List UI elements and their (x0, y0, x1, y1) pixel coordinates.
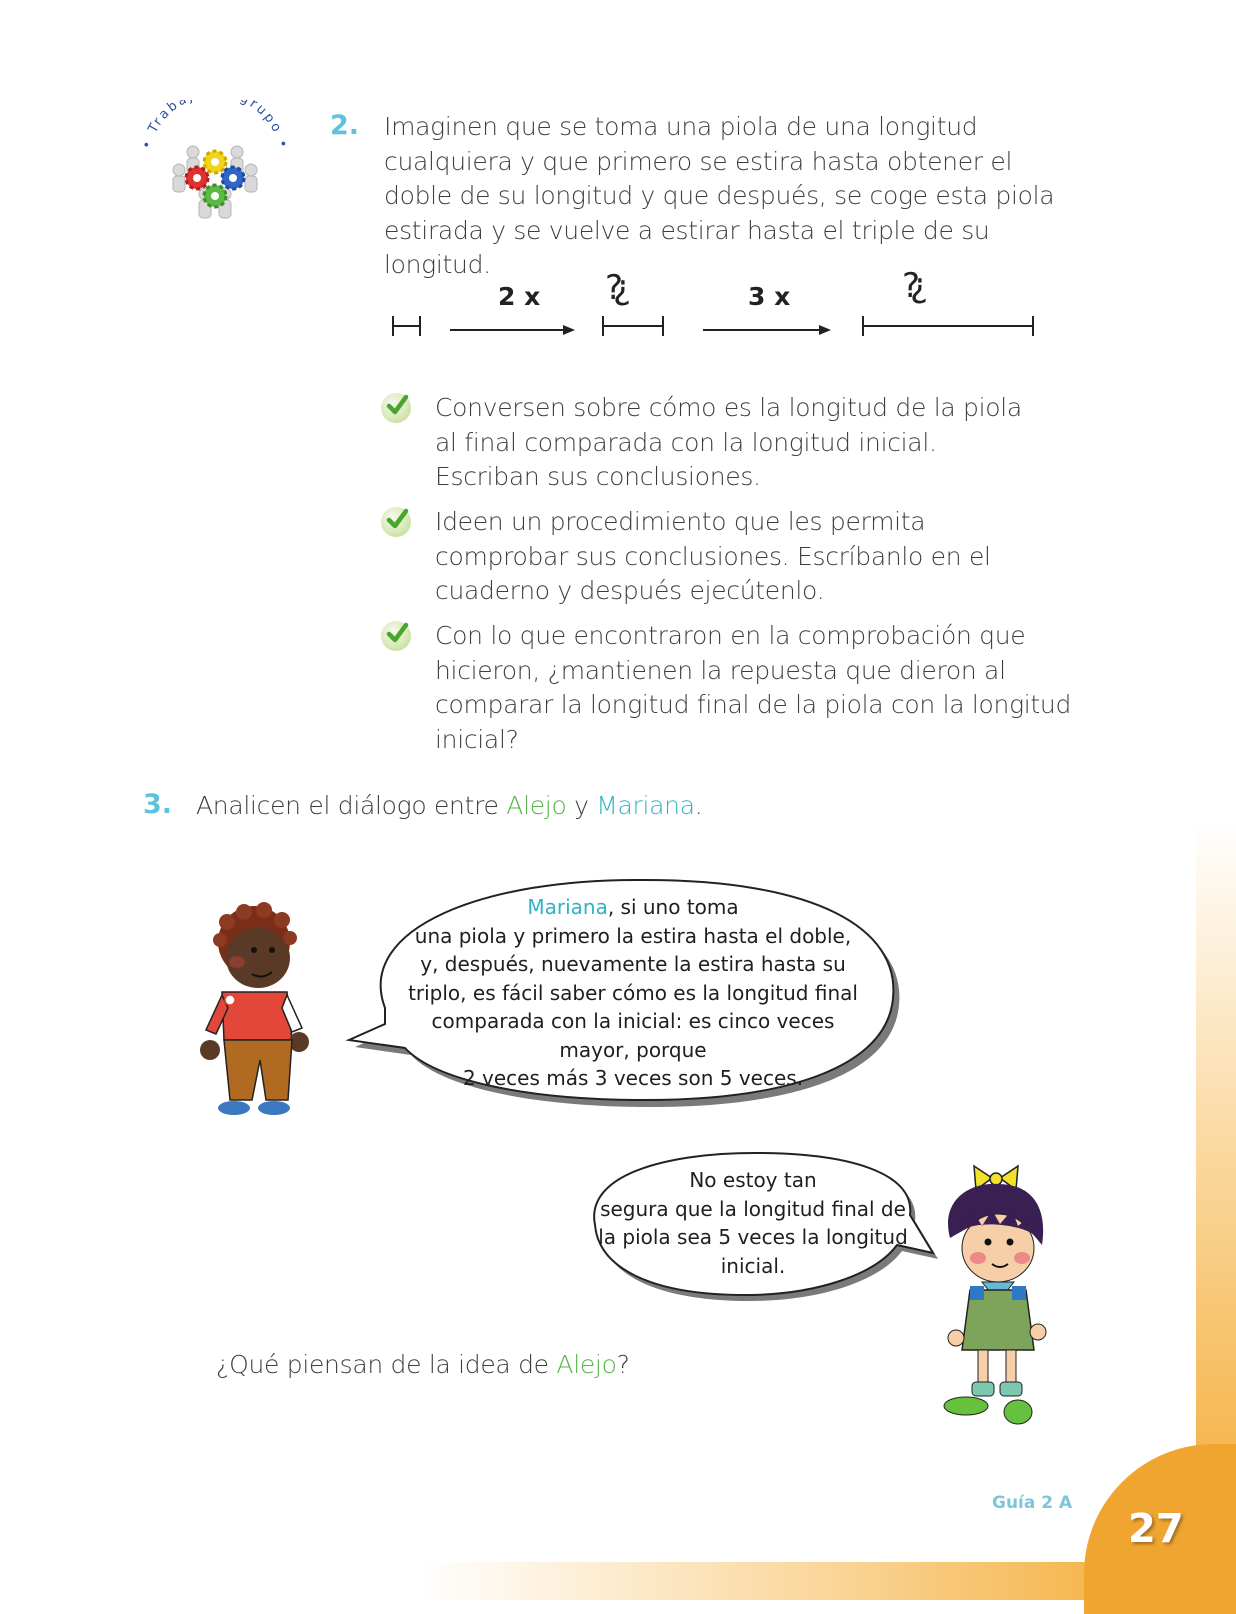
question-intro (196, 789, 896, 824)
character-name-alejo: Alejo (506, 791, 567, 820)
bubble-line: segura que la longitud final de (600, 1196, 906, 1221)
page-number: 27 (1128, 1506, 1184, 1552)
mariana-illustration (930, 1160, 1065, 1435)
bubble-2-text (592, 1166, 914, 1280)
group-work-badge (135, 100, 295, 235)
gears-teamwork-icon (135, 100, 295, 235)
bubble-line: mayor, porque (559, 1037, 707, 1062)
bubble-1-text (398, 893, 868, 1093)
bubble-line: triplo, es fácil saber cómo es la longitud final (408, 980, 858, 1005)
character-name-mariana: Mariana (527, 895, 608, 919)
guide-label: Guía 2 A (992, 1493, 1073, 1513)
question-text: Imaginen que se toma una piola de una longitud cualquiera y que primero se estira hasta obtener el doble de su longitud y que después, se coge esta piola estirada y se vuelve a estirar hasta el triple de su longitud. (384, 112, 1055, 279)
bubble-line: 2 veces más 3 veces son 5 veces. (462, 1066, 804, 1090)
bubble-line: comparada con la inicial: es cinco veces (431, 1009, 835, 1033)
bubble-line (398, 893, 868, 922)
operation-label-2: 3 x (748, 282, 791, 311)
bullet-item: Con lo que encontraron en la comprobación que hicieron, ¿mantienen la repuesta que dieron al comparar la longitud final de la piola con la longitud inicial? (435, 621, 1072, 754)
operation-label-1: 2 x (498, 282, 541, 311)
check-icon (381, 393, 411, 423)
character-name-mariana: Mariana (596, 791, 695, 820)
bubble-line: inicial. (720, 1253, 786, 1278)
bullet-item: Conversen sobre cómo es la longitud de la piola al final comparada con la longitud inicial. Escriban sus conclusiones. (435, 393, 1022, 491)
bullet-item: Ideen un procedimiento que les permita comprobar sus conclusiones. Escríbanlo en el cuaderno y después ejecútenlo. (435, 507, 991, 605)
stretch-diagram (385, 278, 1045, 348)
question-text: ¿Qué piensan de la idea de (216, 1350, 557, 1379)
alejo-illustration (192, 900, 322, 1145)
bubble-line: No estoy tan (689, 1168, 817, 1192)
question-number: 3. (143, 789, 173, 820)
bubble-line: una piola y primero la estira hasta el doble, (414, 923, 852, 948)
character-name-alejo: Alejo (556, 1350, 617, 1379)
closing-question (216, 1348, 816, 1383)
question-text: ? (616, 1350, 630, 1379)
check-icon (381, 621, 411, 651)
bubble-text-segment: , si uno toma (607, 895, 739, 919)
intro-text: . (694, 791, 703, 820)
bubble-line: y, después, nuevamente la estira hasta su (420, 952, 846, 976)
intro-text: y (566, 791, 597, 820)
svg-text:• Trabaja en grupo •: • Traba rupo • (139, 100, 291, 152)
check-icon (381, 507, 411, 537)
bubble-line: la piola sea 5 veces la longitud (598, 1225, 908, 1249)
question-number: 2. (330, 110, 360, 141)
intro-text: Analicen el diálogo entre (196, 791, 507, 820)
